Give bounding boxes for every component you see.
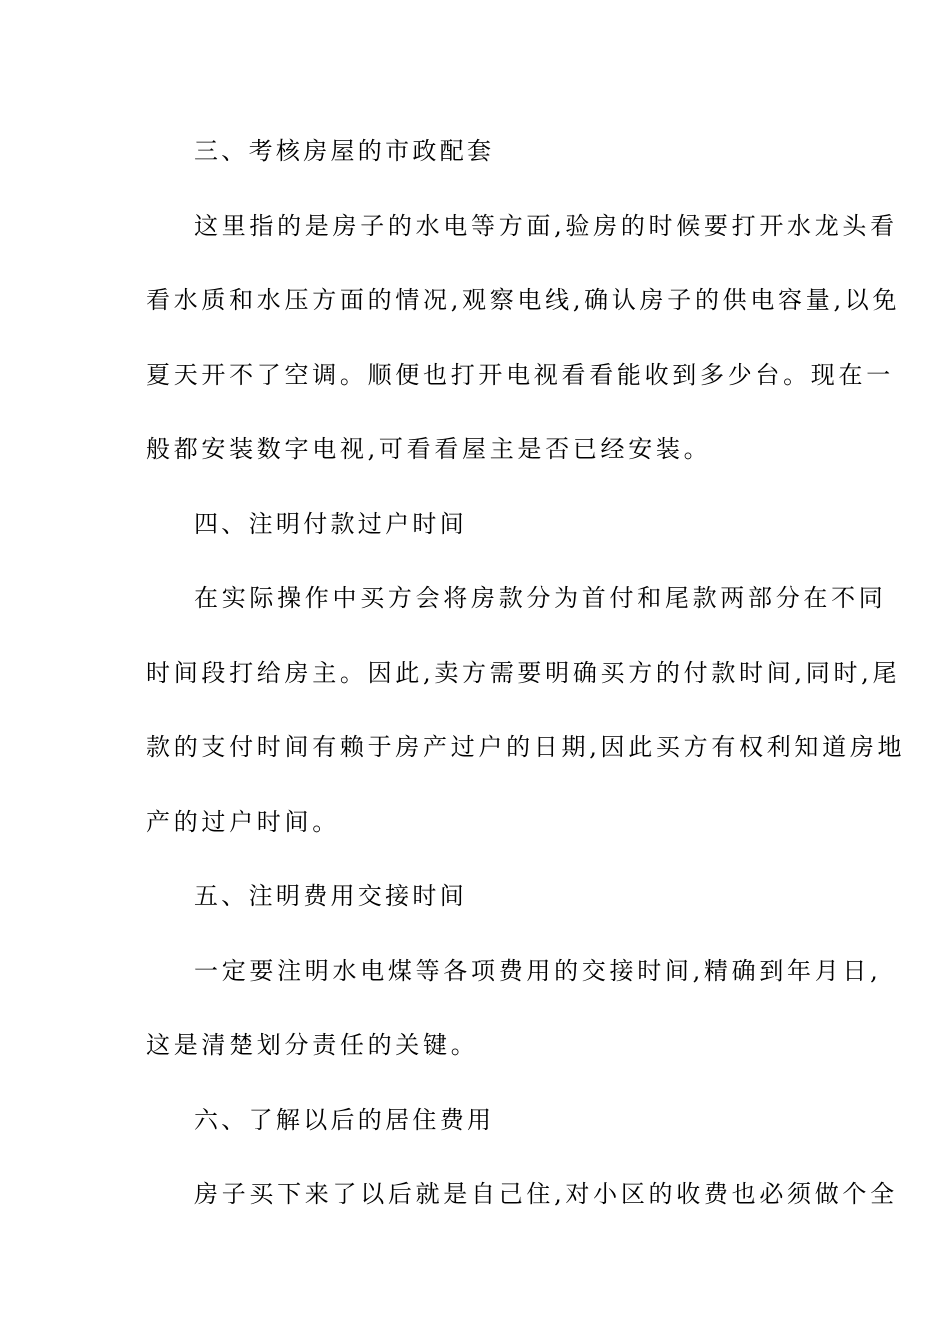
paragraph-line: 时间段打给房主。因此,卖方需要明确买方的付款时间,同时,尾 <box>146 658 901 687</box>
paragraph-line: 夏天开不了空调。顺便也打开电视看看能收到多少台。现在一 <box>146 360 894 389</box>
paragraph-line: 般都安装数字电视,可看看屋主是否已经安装。 <box>146 435 712 463</box>
document-body <box>146 120 906 1238</box>
section-heading-5: 五、注明费用交接时间 <box>194 882 467 910</box>
section-heading-3: 三、考核房屋的市政配套 <box>194 137 495 165</box>
paragraph-line: 在实际操作中买方会将房款分为首付和尾款两部分在不同 <box>194 584 887 612</box>
paragraph-line: 看水质和水压方面的情况,观察电线,确认房子的供电容量,以免 <box>146 286 901 314</box>
section-heading-4: 四、注明付款过户时间 <box>194 509 467 538</box>
paragraph-line: 房子买下来了以后就是自己住,对小区的收费也必须做个全 <box>194 1180 898 1208</box>
paragraph-line: 这是清楚划分责任的关键。 <box>146 1031 479 1059</box>
paragraph-line: 这里指的是房子的水电等方面,验房的时候要打开水龙头看 <box>194 211 898 240</box>
paragraph-line: 产的过户时间。 <box>146 807 340 836</box>
paragraph-line: 款的支付时间有赖于房产过户的日期,因此买方有权利知道房地 <box>146 733 906 761</box>
paragraph-line: 一定要注明水电煤等各项费用的交接时间,精确到年月日, <box>194 956 882 985</box>
section-heading-6: 六、了解以后的居住费用 <box>194 1105 495 1134</box>
